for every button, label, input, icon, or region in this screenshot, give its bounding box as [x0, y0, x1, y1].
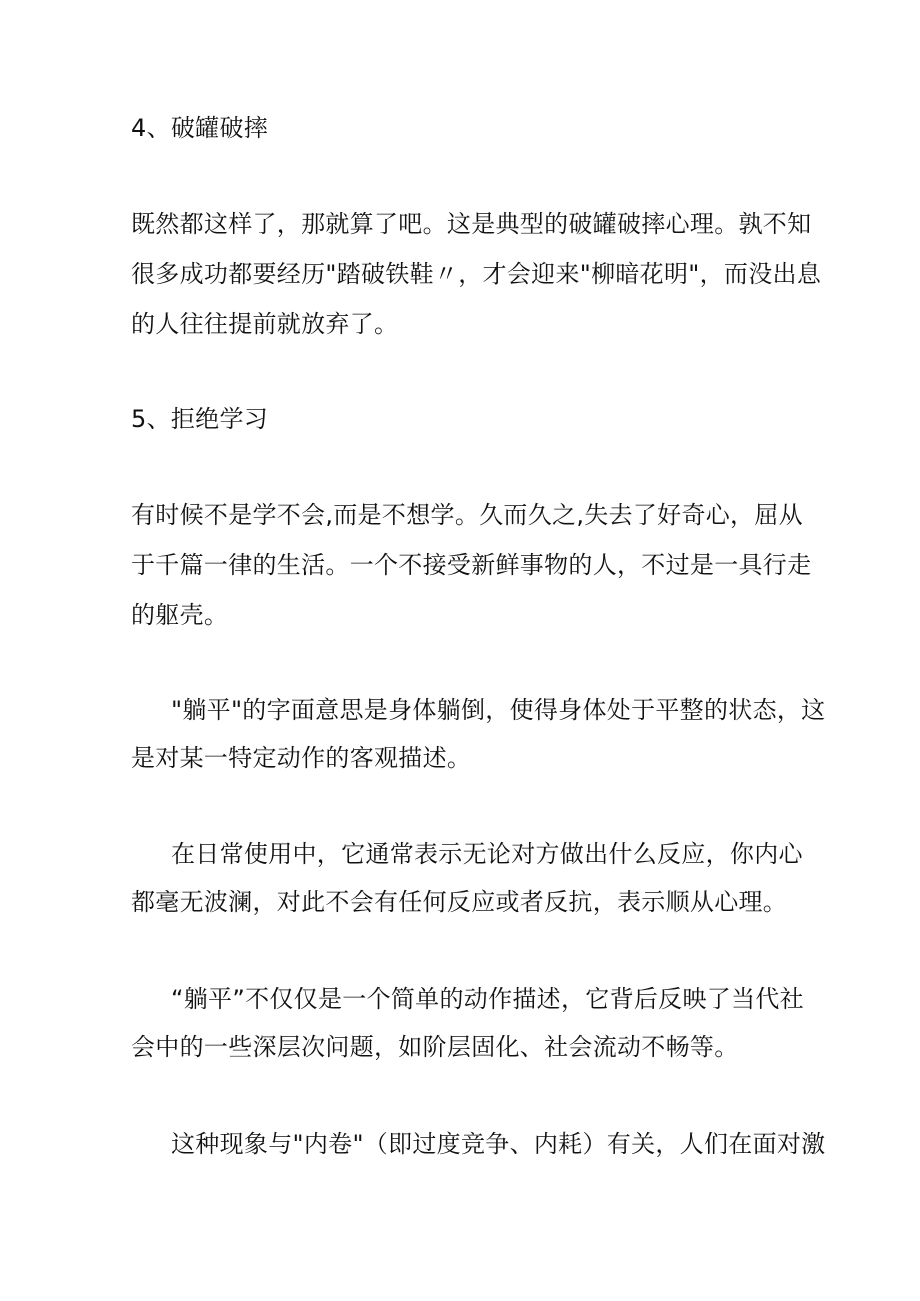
heading-5: 5、拒绝学习: [131, 405, 269, 433]
heading-4: 4、破罐破摔: [131, 114, 269, 142]
paragraph-line: "躺平"的字面意思是身体躺倒，使得身体处于平整的状态，这: [171, 696, 826, 724]
paragraph-line: 很多成功都要经历"踏破铁鞋〃，才会迎来"柳暗花明"，而没出息: [131, 260, 822, 288]
paragraph-line: 都毫无波澜，对此不会有任何反应或者反抗，表示顺从心理。: [131, 888, 788, 916]
paragraph-line: 的躯壳。: [131, 601, 229, 629]
paragraph-line: 是对某一特定动作的客观描述。: [131, 744, 472, 772]
paragraph-line: 既然都这样了，那就算了吧。这是典型的破罐破摔心理。孰不知: [131, 210, 812, 238]
paragraph-line: 于千篇一律的生活。一个不接受新鲜事物的人，不过是一具行走: [131, 551, 812, 579]
paragraph-line: 在日常使用中，它通常表示无论对方做出什么反应，你内心: [171, 840, 803, 868]
paragraph-line: “躺平”不仅仅是一个简单的动作描述，它背后反映了当代社: [171, 985, 804, 1013]
paragraph-line: 的人往往提前就放弃了。: [131, 310, 399, 338]
paragraph-line: 这种现象与"内卷"（即过度竞争、内耗）有关，人们在面对激: [171, 1130, 826, 1158]
paragraph-line: 有时候不是学不会,而是不想学。久而久之,失去了好奇心，屈从: [131, 501, 803, 529]
paragraph-line: 会中的一些深层次问题，如阶层固化、社会流动不畅等。: [131, 1033, 739, 1061]
